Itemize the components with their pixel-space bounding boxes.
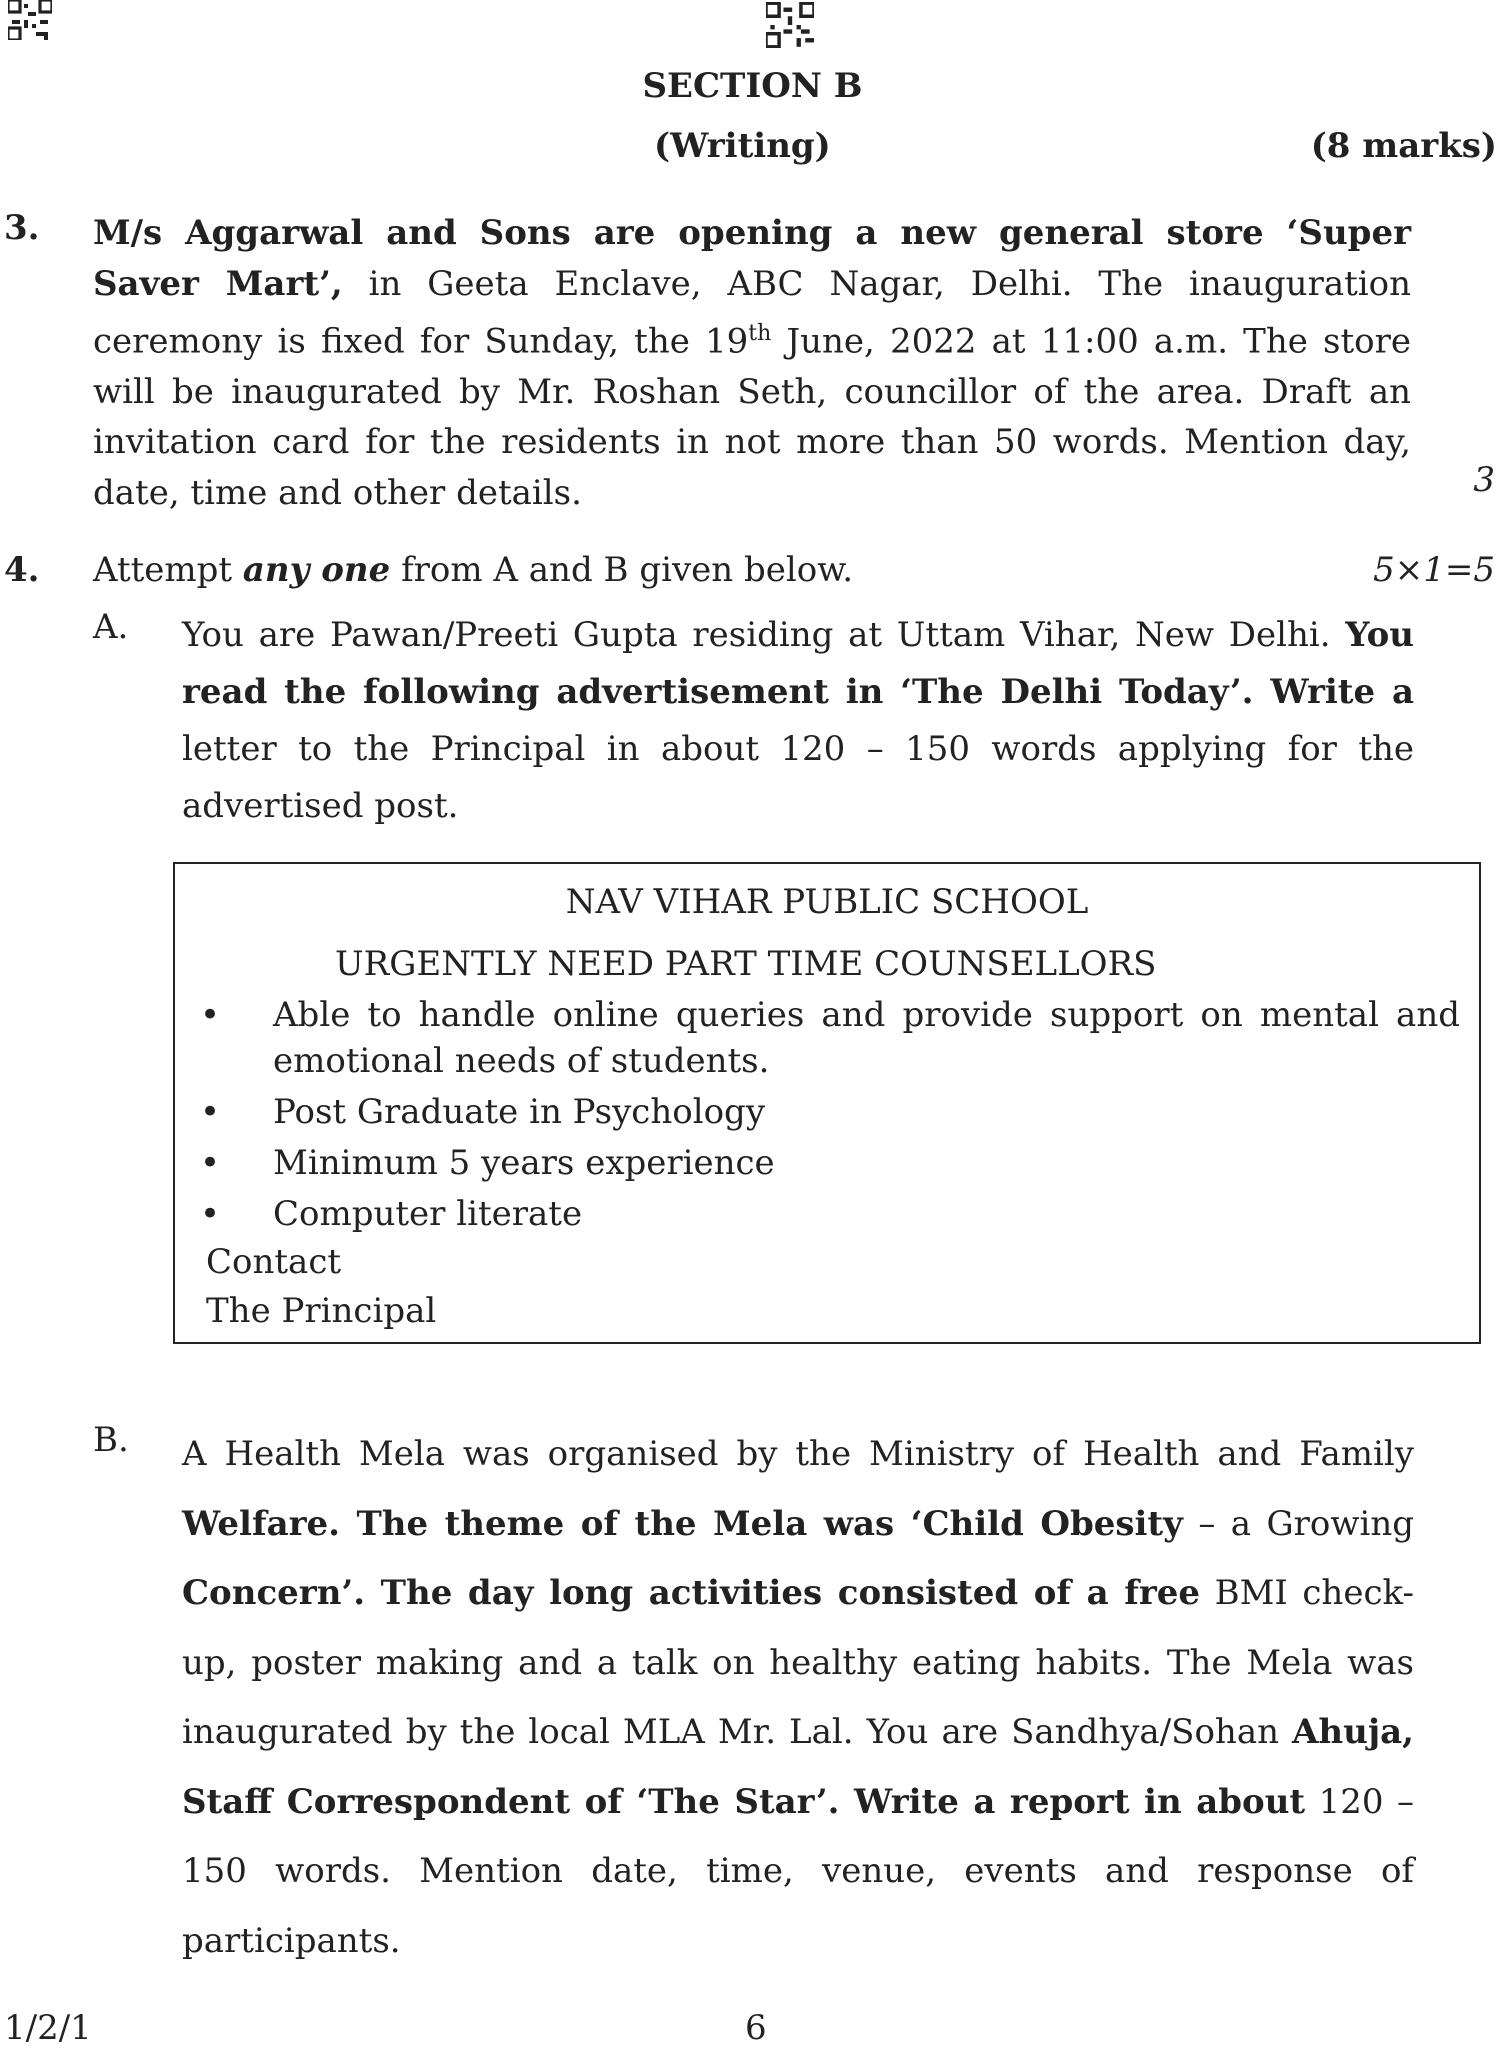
qr-code-icon [8, 0, 52, 40]
question-3-marks: 3 [1473, 460, 1495, 500]
advertisement-box [173, 862, 1481, 1344]
question-4-marks: 5×1=5 [1373, 550, 1495, 590]
option-a-text [182, 607, 1414, 835]
requirement-text: Post Graduate in Psychology [273, 1092, 766, 1132]
instruction-emphasis: any one [242, 550, 391, 590]
bullet-icon: • [200, 1194, 221, 1234]
instruction-text: from A and B given below. [390, 550, 854, 590]
option-b-text [182, 1420, 1414, 1976]
option-a-bold-part: You read the following advertisement in ‘The Delhi Today’. Write a [182, 615, 1414, 712]
advertisement-contact-name: The Principal [206, 1291, 437, 1331]
option-b-text-part: BMI check-up, poster making and a talk on healthy eating habits. The Mela was inaugurated by the local MLA Mr. Lal. You are Sandhya/Sohan [182, 1573, 1414, 1752]
list-item [200, 1140, 1460, 1186]
question-number: 3. [4, 208, 40, 248]
requirement-text: Computer literate [273, 1194, 583, 1234]
list-item [200, 992, 1460, 1084]
section-title: SECTION B [642, 66, 863, 106]
section-marks: (8 marks) [1310, 126, 1497, 166]
instruction-text: Attempt [93, 550, 243, 590]
question-4-instruction [93, 550, 853, 590]
question-3-text-part: in Geeta Enclave, ABC Nagar, Delhi. The inauguration ceremony is fixed for Sunday, the 19 [93, 263, 1411, 362]
ordinal-suffix: th [748, 321, 772, 346]
bullet-icon: • [200, 995, 221, 1035]
qr-code-icon [766, 2, 814, 48]
requirement-text: Able to handle online queries and provide support on mental and emotional needs of students. [273, 995, 1460, 1081]
question-3-text [93, 208, 1411, 518]
advertisement-contact-label: Contact [206, 1242, 342, 1282]
page-number: 6 [745, 2008, 767, 2048]
advertisement-school-name: NAV VIHAR PUBLIC SCHOOL [565, 882, 1089, 922]
option-a-label: A. [93, 607, 129, 647]
advertisement-requirements [200, 992, 1460, 1242]
option-b-bold-part: Ahuja, Staff Correspondent of ‘The Star’. Write a report in about [182, 1712, 1414, 1822]
question-3-bold-lead: M/s Aggarwal and Sons are opening a new general store ‘Super Saver Mart’, [93, 213, 1411, 304]
paper-code: 1/2/1 [4, 2008, 92, 2048]
requirement-text: Minimum 5 years experience [273, 1143, 775, 1183]
option-b-bold-part: Welfare. The theme of the Mela was ‘Child Obesity [182, 1503, 1183, 1544]
bullet-icon: • [200, 1143, 221, 1183]
option-b-text-part: 120 – 150 words. Mention date, time, venue, events and response of participants. [182, 1781, 1414, 1961]
list-item [200, 1191, 1460, 1237]
advertisement-heading: URGENTLY NEED PART TIME COUNSELLORS [335, 944, 1157, 984]
option-a-text-part: letter to the Principal in about 120 – 150 words applying for the advertised post. [182, 729, 1414, 826]
question-3-text-part: June, 2022 at 11:00 a.m. The store will be inaugurated by Mr. Roshan Seth, councillor of the area. Draft an invitation card for the residents in not more than 50 words. Mention day, date, time and other details. [93, 321, 1411, 513]
option-b-bold-part: Concern’. The day long activities consisted of a free [182, 1573, 1201, 1613]
option-b-text-part: – a Growing [1182, 1503, 1414, 1544]
bullet-icon: • [200, 1092, 221, 1132]
option-b-label: B. [93, 1420, 129, 1460]
option-b-text-part: A Health Mela was organised by the Ministry of Health and Family [182, 1434, 1414, 1474]
list-item [200, 1089, 1460, 1135]
question-number: 4. [4, 550, 40, 590]
option-a-text-part: You are Pawan/Preeti Gupta residing at Uttam Vihar, New Delhi. [182, 615, 1346, 655]
section-subtitle: (Writing) [654, 126, 831, 166]
